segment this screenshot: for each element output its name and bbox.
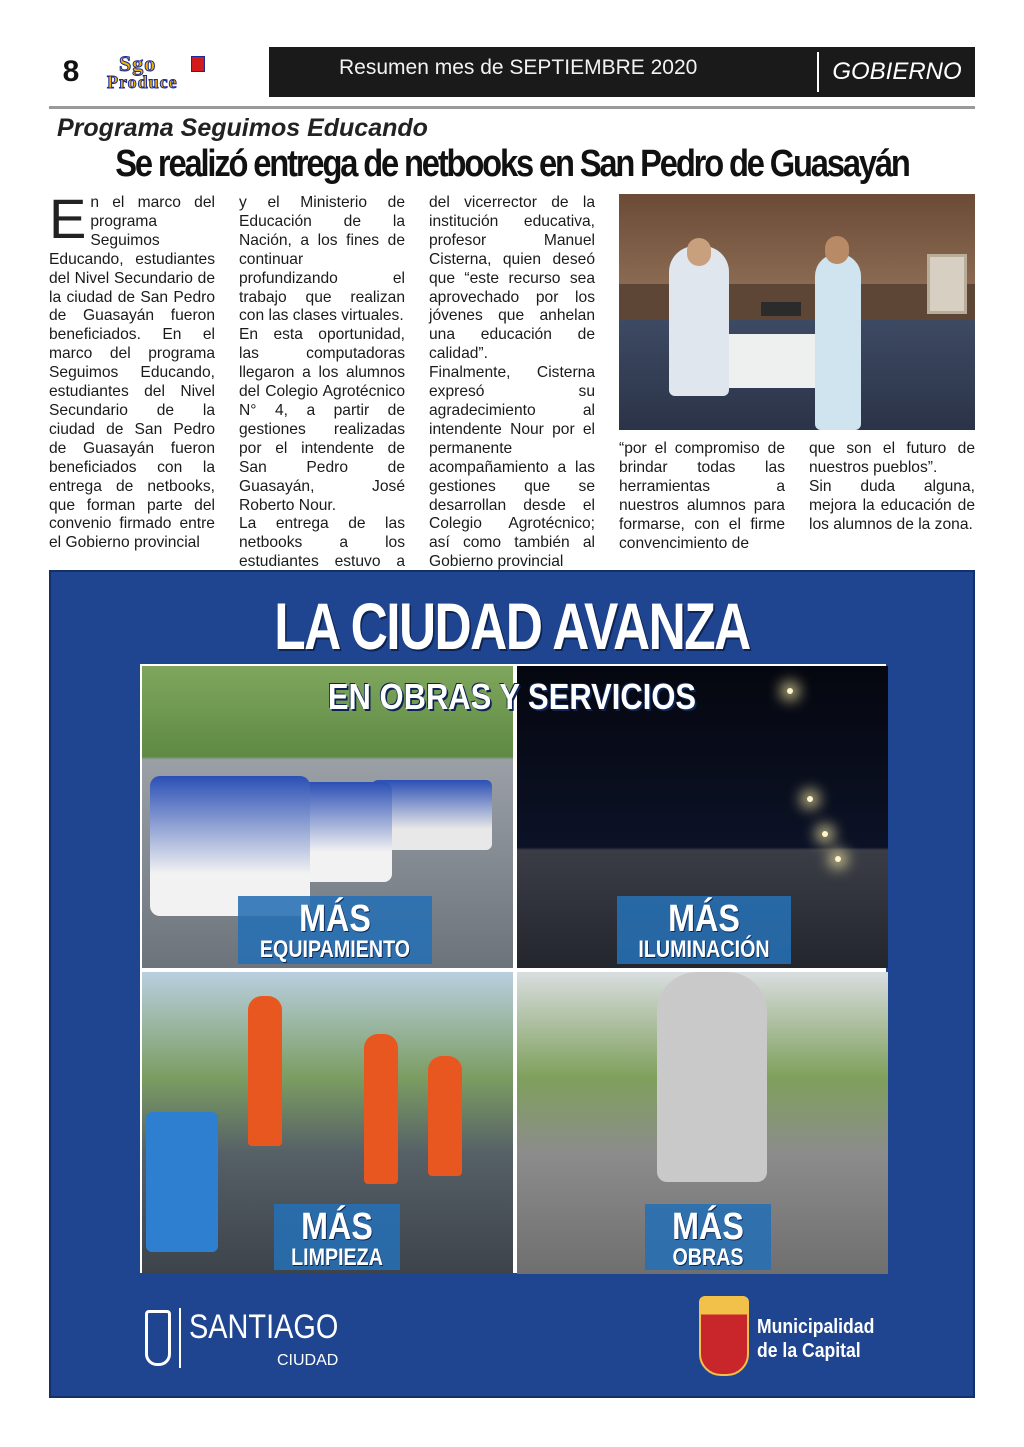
photo-person-student xyxy=(815,254,861,430)
article-kicker: Programa Seguimos Educando xyxy=(57,114,428,142)
article-text: del vicerrector de la institución educativa, profesor Manuel Cisterna, quien deseó que “este recurso sea aprovechado por los jóvenes que anhelan una educación de calidad”. xyxy=(429,194,595,363)
header-bar xyxy=(269,47,975,97)
article-column-2 xyxy=(239,194,405,571)
santiago-ciudad-logo xyxy=(145,1304,365,1374)
tile-label-small: LIMPIEZA xyxy=(291,1244,383,1271)
article-column-1 xyxy=(49,187,215,554)
sgo-produce-logo xyxy=(107,51,263,93)
ad-subtitle: EN OBRAS Y SERVICIOS xyxy=(327,676,697,717)
tile-label xyxy=(274,1204,400,1270)
street-lamp xyxy=(835,856,841,862)
article-text: Sin duda alguna, mejora la educación de los alumnos de la zona. xyxy=(809,477,975,533)
tile-label xyxy=(645,1204,771,1270)
article-text: y el Ministerio de Educación de la Nación, a los fines de continuar profundizando el trabajo que realizan con las clases virtuales. xyxy=(239,194,405,325)
page-header xyxy=(49,47,975,97)
article-text: Finalmente, Cisterna expresó su agradecimiento al intendente Nour por el permanente acompañamiento a las gestiones que se desarrollan desde el Colegio Agrotécnico; así como también al Gobierno provincial xyxy=(429,364,595,571)
article-photo xyxy=(619,194,975,430)
ad-photo-grid xyxy=(140,664,886,1273)
logo-badge-icon xyxy=(191,56,205,72)
tile-obras xyxy=(517,972,888,1274)
street-worker xyxy=(248,996,282,1146)
tile-truck xyxy=(150,776,310,916)
photo-person-head xyxy=(825,236,849,264)
photo-netbook-box xyxy=(761,302,801,316)
article-text: “por el compromiso de brindar todas las herramientas a nuestros alumnos para formarse, con el firme convencimiento de xyxy=(619,440,785,552)
tile-limpieza xyxy=(142,972,513,1274)
photo-window xyxy=(927,254,967,314)
santiago-name: SANTIAGO xyxy=(189,1308,339,1346)
drop-cap: E xyxy=(49,187,87,250)
tile-label-big: MÁS xyxy=(668,898,740,940)
photo-person-head xyxy=(687,238,711,266)
street-lamp xyxy=(822,831,828,837)
santiago-shield-icon xyxy=(145,1310,171,1366)
article-text: que son el futuro de nuestros pueblos”. xyxy=(809,440,975,476)
tile-label-small: EQUIPAMIENTO xyxy=(259,936,411,963)
trash-bin xyxy=(146,1112,218,1252)
article-text: La entrega de las netbooks a los estudiantes estuvo a xyxy=(239,515,405,571)
street-worker xyxy=(364,1034,398,1184)
article-column-4 xyxy=(619,440,785,554)
section-label: GOBIERNO xyxy=(817,52,975,92)
municipalidad-line-1: Municipalidad xyxy=(757,1316,875,1338)
article-column-3 xyxy=(429,194,595,571)
tile-label-small: ILUMINACIÓN xyxy=(638,936,770,963)
tile-label-small: OBRAS xyxy=(672,1244,744,1271)
article-text: n el marco del programa Seguimos Educando, estudiantes del Nivel Secundario de la ciudad de San Pedro de Guasayán fueron beneficiados. En el marco del programa Seguimos Educando, estudiantes del Nivel Secundario de la ciudad de San Pedro de Guasayán fueron beneficiados con la entrega de netbooks, que forman parte del convenio firmado entre el Gobierno provincial xyxy=(49,194,215,552)
tile-label-big: MÁS xyxy=(301,1206,373,1248)
municipalidad-logo xyxy=(699,1296,939,1382)
article-column-5 xyxy=(809,440,975,554)
tile-label xyxy=(238,896,432,964)
concrete-mixer xyxy=(657,972,767,1182)
santiago-city: CIUDAD xyxy=(277,1352,339,1369)
page-number: 8 xyxy=(49,47,93,97)
municipal-crest-icon xyxy=(699,1296,749,1376)
article-text: En esta oportunidad, las computadoras llegaron a los alumnos del Colegio Agrotécnico N° 4, a partir de gestiones realizadas por el intendente de San Pedro de Guasayán, José Roberto Nour. xyxy=(239,326,405,514)
logo-bottom-text: Produce xyxy=(107,72,178,92)
street-lamp xyxy=(807,796,813,802)
tile-label xyxy=(617,896,791,964)
logo-top-text: Sgo xyxy=(119,51,157,76)
header-rule xyxy=(49,106,975,109)
tile-label-big: MÁS xyxy=(299,898,371,940)
city-advertisement xyxy=(49,570,975,1398)
photo-person-official xyxy=(669,246,729,396)
municipalidad-line-2: de la Capital xyxy=(757,1340,861,1362)
ad-title: LA CIUDAD AVANZA xyxy=(274,589,750,663)
article-headline: Se realizó entrega de netbooks en San Pedro de Guasayán xyxy=(115,143,909,185)
tile-label-big: MÁS xyxy=(672,1206,744,1248)
logo-divider xyxy=(179,1308,181,1368)
issue-label: Resumen mes de SEPTIEMBRE 2020 xyxy=(339,56,698,79)
street-worker xyxy=(428,1056,462,1176)
